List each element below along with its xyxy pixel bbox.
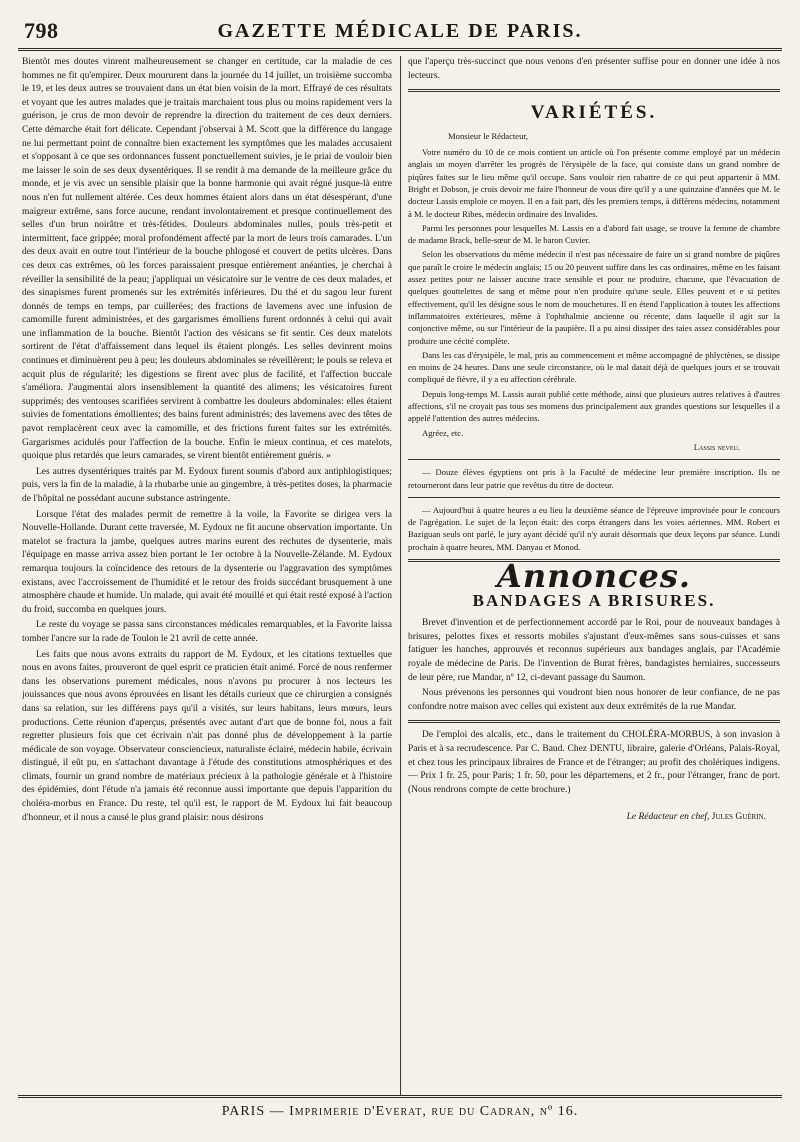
letter-paragraph-4: Dans les cas d'érysipèle, le mal, pris au commencement et même accompagné de phlyctènes, se dissipe en moins de 24 heures. Dans une seule circonstance, où le mal datait déjà de quelques jours et se trouvait compliqué de fièvre, il y a eu affection cérébrale. [408,349,780,385]
letter-block [408,130,780,553]
annonces-title: Annonces. [497,556,691,595]
alcalis-rule [408,720,780,723]
gazette-title: GAZETTE MÉDICALE DE PARIS. [217,20,583,42]
notice-rule-2 [408,497,780,498]
bandages-paragraph-1: Brevet d'invention et de perfectionnement accordé par le Roi, pour de nouveaux bandages à brisures, pelottes fixes et ressorts mobiles s'ajustant d'eux-mêmes sans sous-cuisses et sans fatiguer les hanches, approuvés et reconnus supérieurs aux bandages anglais, par l'Académie royale de médecine de Paris. De l'invention de Burat frères, bandagistes herniaires, successeurs de leur père, rue Mandar, nº 12, ci-devant passage du Saumon. [408,618,780,683]
editor-name: Jules Guérin. [711,812,766,823]
notice-agregation: — Aujourd'hui à quatre heures a eu lieu la deuxième séance de l'épreuve improvisée pour le concours de l'agrégation. Le sujet de la leçon était: des corps étrangers dans les voies aériennes. MM. Robert et Baziguan seuls ont parlé, le jury ayant décidé qu'il n'y aurait désormais que deux leçons par séance. Lundi prochain à quatre heures, MM. Danyau et Monod. [408,504,780,552]
letter-signature: Lassis neveu. [693,441,740,452]
left-column [22,56,392,1096]
letter-paragraph-2: Parmi les personnes pour lesquelles M. Lassis en a d'abord fait usage, se trouve la femme de chambre de madame Brack, belle-sœur de M. le baron Cuvier. [408,222,780,246]
left-paragraph-2: Les autres dysentériques traités par M. Eydoux furent soumis d'abord aux antiphlogistiques; puis, vers la fin de la maladie, à la rhubarbe unie au gingembre, à très-petites doses, la pharmacie de l'hôpital ne possédant aucune substance astringente. [22,466,392,504]
left-paragraph-1: Bientôt mes doutes vinrent malheureusement se changer en certitude, car la maladie de ces hommes ne fit qu'empirer. Deux moururent dans la journée du 14 juillet, un troisième succomba le 19, et les deux autres se trouvaient dans un état bien voisin de la mort. Effrayé de ces résultats et voyant que les autres malades que je traitais marchaient tous plus ou moins rapidement vers la guérison, je crus de mon devoir de reprendre la direction du traitement de ces deux derniers. Cette démarche était fort délicate. Cependant j'observai à M. Scott que la différence du langage ne lui permettant point de connaître bien exactement les symptômes que les malades accusaient et s'opposant à ce que ses ordonnances fussent ponctuellement suivies, je le priai de vouloir bien me laisser le soin de ses deux dysentériques. Il se rendit à ma demande de la meilleure grâce du monde, et je vis avec un sensible plaisir que la bonne harmonie qui avait régné jusque-là entre nous n'en fut nullement altérée. Ces deux hommes étaient alors dans un état désespérant, d'une maigreur extrême, sans force aucune, rendant involontairement et presque continuellement des selles d'un brun noirâtre et très-fétides. Douleurs abdominales nulles, pouls très-petit et intermittent, face grippée; moral profondément affecté par la mort de leurs trois camarades. L'un des deux avait en outre tout l'intérieur de la bouche phlogosé et couvert de petits ulcères. Dans ces deux cas extrêmes, où les forces paraissaient presque entièrement anéanties, je cherchai à réveiller la sensibilité de la peau; j'appliquai un vésicatoire sur le ventre de ces deux malades, et des sinapismes furent promenés sur les extrémités inférieures. Du thé et du sagou leur furent donnés de temps en temps, par cuillerées; des fractions de lavemens avec une infusion de camomille furent administrées, et des gargarismes émolliens furent ordonnés à celui qui avait une inflammation de la bouche. Bientôt l'action des vésicans se fit sentir. Ces deux matelots sortirent de l'état d'affaissement dans lequel ils étaient plongés. Les selles devinrent moins continues et diminuèrent peu à peu; les douleurs abdominales se réveillèrent; le pouls se releva et acquit plus de régularité; les digestions se firent avec plus de facilité, et l'affection buccale s'améliora. J'augmentai alors insensiblement la quantité des alimens; les vésicatoires furent supprimés; des ventouses scarifiées servirent à combattre les douleurs abdominales: elles étaient suivies de fomentations émollientes; des bains furent administrés; des lavemens avec des têtes de pavot remplacèrent ceux avec la camomille, et des frictions furent faites sur les extrémités. Gargarismes acidulés pour l'affection de la bouche. Enfin le mieux continua, et ces matelots, quoique plus retardés que leurs camarades, se virent bientôt entièrement guéris. » [22,57,392,462]
alcalis-ad: De l'emploi des alcalis, etc., dans le traitement du CHOLÉRA-MORBUS, à son invasion à Paris et à sa recrudescence. Par C. Baud. Chez DENTU, libraire, galerie d'Orléans, Palais-Royal, et chez tous les principaux libraires de France et de l'étranger; au profit des cholériques indigens. — Prix 1 fr. 25, pour Paris; 1 fr. 50, pour les départemens, et 2 fr., pour l'étranger, franc de port. (Nous rendrons compte de cette brochure.) [408,730,780,795]
varietes-title: VARIÉTÉS. [530,102,658,124]
letter-closing: Agréez, etc. [422,427,464,438]
column-divider [400,56,401,1096]
footer-printer: Imprimerie d'Everat, rue du Cadran, nº 16. [289,1104,579,1119]
letter-paragraph-1: Votre numéro du 10 de ce mois contient un article où l'on présente comme employé par un médecin anglais un moyen d'arrêter les progrès de l'érysipèle de la face, qui consiste dans un grand nombre de piqûres faites sur le lieu même qu'il occupe. Sans vouloir rien rabattre de ce qui peut appartenir à MM. Bright et Dobson, je crois devoir me faire l'honneur de vous dire qu'il y a une quinzaine d'années que M. le docteur Lassis emploie ce moyen. Il en a fait part, dès les premiers temps, à différens médecins, notamment à M. le docteur Ribes, médecin ordinaire des Invalides. [408,147,780,219]
right-intro: que l'aperçu très-succinct que nous venons d'en présenter suffise pour en donner une idée à nos lecteurs. [408,57,780,81]
letter-paragraph-5: Depuis long-temps M. Lassis aurait publié cette méthode, ainsi que plusieurs autres relatives à d'autres affections, s'il ne croyait pas tous ses momens dus principalement aux grandes questions sur lesquelles il a appelé l'attention des autres médecins. [408,388,780,424]
footer-city: PARIS — [221,1104,285,1119]
section-rule [408,89,780,92]
left-paragraph-4: Le reste du voyage se passa sans circonstances médicales remarquables, et la Favorite laissa tomber l'ancre sur la rade de Toulon le 21 avril de cette année. [22,620,392,644]
left-paragraph-3: Lorsque l'état des malades permit de remettre à la voile, la Favorite se dirigea vers la Nouvelle-Hollande. Durant cette traversée, M. Eydoux ne fit aucune observation importante. Un matelot se fractura la jambe, quelques autres marins eurent des rechutes de dysenterie, mais l'équipage en masse arriva assez bien portant le 1er octobre à la Nouvelle-Zélande. M. Eydoux remarqua toujours la coïncidence des retours de la dysenterie ou l'aggravation des symptômes existans, avec l'accroissement de l'humidité et le retour des froids succédant brusquement à une atmosphère chaude et humide. Un malade, qui avait été mouillé et qui était resté exposé à l'action du froid, succomba en quelques jours. [22,509,392,615]
editor-signature [408,811,766,825]
page-number: 798 [24,18,59,43]
letter-paragraph-3: Selon les observations du même médecin il n'est pas nécessaire de faire un si grand nombre de piqûres que paraît le croire le médecin anglais; 15 ou 20 peuvent suffire dans les cas ordinaires, même en les faisant assez petites pour ne laisser aucune trace sensible et pour ne produire, chacune, que l'évacuation de quelques gouttelettes de sang et même pour n'en produire qu'une seule. Elles peuvent et e si petites effectivement, qu'il les désigne sous le nom de mouchetures. Il en étend l'application à toutes les affections inflammatoires extérieures, même à l'ophthalmie ancienne ou récente, dans laquelle il agit sur la conjonctive même, ou sur l'intérieur de la paupière. Il a pu ainsi dissiper des taies assez considérables pour produire une cécité complète. [408,249,780,346]
page-footer [18,1095,782,1132]
letter-salutation: Monsieur le Rédacteur, [448,130,529,141]
notice-rule-1 [408,459,780,460]
notice-egyptian-students: — Douze élèves égyptiens ont pris à la Faculté de médecine leur première inscription. Ils ne retourneront dans leur patrie que revêtus du titre de docteur. [408,467,780,490]
bandages-paragraph-2: Nous prévenons les personnes qui voudront bien nous honorer de leur confiance, de ne pas confondre notre maison avec celles qui existent aux deux extrémités de la rue Mandar. [408,688,780,712]
page-header [18,14,782,51]
right-column [408,56,780,1096]
editor-label: Le Rédacteur en chef, [626,812,710,823]
left-paragraph-5: Les faits que nous avons extraits du rapport de M. Eydoux, et les citations textuelles que nous en avons faites, prouveront de quel esprit ce praticien était animé. Forcé de nous renfermer dans les observations purement médicales, nous n'avons pu procurer à nos lecteurs les jouissances que nous avons éprouvées en lisant les détails curieux que ce chirurgien a consignés dans sa relation, sur les différens pays qu'il a visités, sur leurs habitans, leurs mœurs, leurs productions. Cette réunion d'aperçus, présentés avec autant d'art que de bonne foi, nous a fait regretter plusieurs fois que cet écrivain n'ait pas donné plus de développement à la partie médicale de son voyage. Observateur consciencieux, naturaliste éclairé, médecin habile, écrivain distingué, il eût pu, en s'attachant davantage à l'étude des constitutions atmosphériques et des climats, fournir un grand nombre de matériaux précieux à la pathologie générale et à l'histoire des épidémies, dont l'étude n'a jamais été reconnue aussi importante que depuis l'apparition du choléra-morbus en France. Du reste, tel qu'il est, le rapport de M. Eydoux lui fait beaucoup d'honneur, et il nous a causé le plus grand plaisir: nous désirons [22,649,392,823]
bandages-title: BANDAGES A BRISURES. [472,590,716,610]
